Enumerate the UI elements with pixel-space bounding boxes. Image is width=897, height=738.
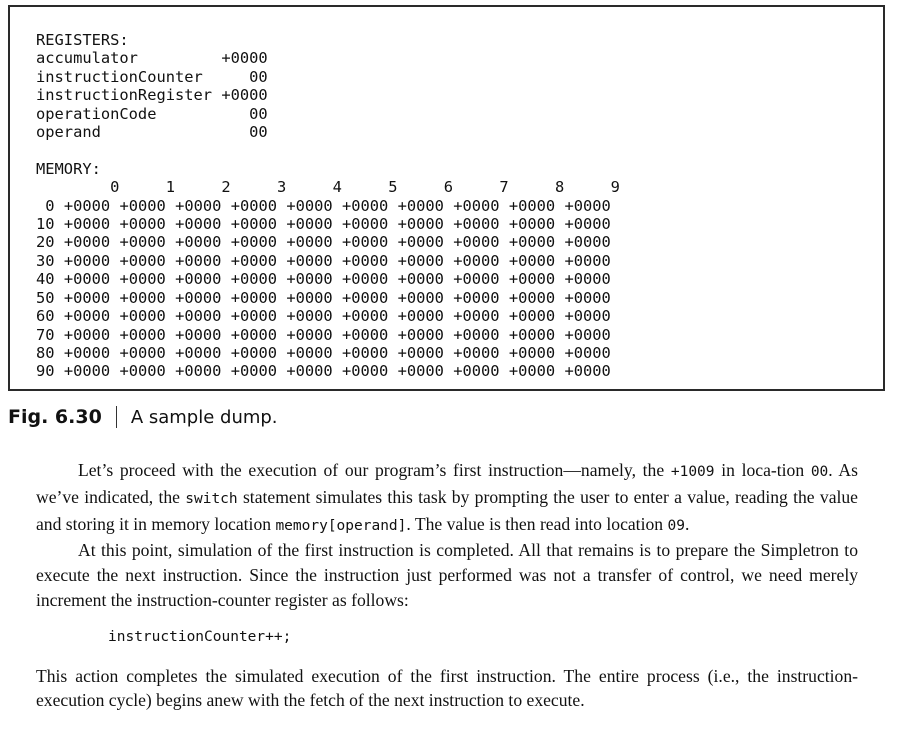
memory-cell: +0000 xyxy=(453,307,500,326)
memory-cell: +0000 xyxy=(119,196,166,215)
memory-cell: +0000 xyxy=(63,307,111,326)
memory-cell: +0000 xyxy=(397,233,444,252)
memory-cell: +0000 xyxy=(63,233,111,252)
memory-cell: +0000 xyxy=(453,362,500,381)
memory-row xyxy=(36,344,611,362)
memory-cell: +0000 xyxy=(286,288,333,307)
memory-column-label: 4 xyxy=(286,178,342,197)
memory-cell: +0000 xyxy=(175,343,222,362)
memory-cell: +0000 xyxy=(341,362,389,381)
register-value: 00 xyxy=(249,67,268,86)
register-name: operationCode xyxy=(36,104,157,123)
memory-cell: +0000 xyxy=(453,288,500,307)
memory-cell: +0000 xyxy=(230,307,278,326)
memory-cell: +0000 xyxy=(175,288,222,307)
caption-text: A sample dump. xyxy=(130,406,278,428)
memory-cell: +0000 xyxy=(119,215,166,234)
registers-heading: REGISTERS: xyxy=(36,31,129,49)
register-name: operand xyxy=(36,123,101,142)
memory-cell: +0000 xyxy=(564,251,611,270)
memory-cell: +0000 xyxy=(230,196,278,215)
paragraph-2: At this point, simulation of the first instruction is completed. All that remains is to prepare the Simpletron to execute the next instruction. Since the instruction just performed was not a transfer of control, we need merely increment the instruction-counter register as follows: xyxy=(36,540,858,610)
memory-cell: +0000 xyxy=(175,325,222,344)
memory-cell: +0000 xyxy=(286,215,333,234)
memory-cell: +0000 xyxy=(63,251,111,270)
register-row xyxy=(36,49,268,67)
memory-cell: +0000 xyxy=(119,251,166,270)
memory-cell: +0000 xyxy=(508,288,556,307)
register-name: accumulator xyxy=(36,49,138,68)
memory-cell: +0000 xyxy=(175,251,222,270)
paragraph-3: This action completes the simulated execution of the first instruction. The entire process (i.e., the instruction-execution cycle) begins anew with the fetch of the next instruction to execute. xyxy=(36,665,858,711)
memory-cell: +0000 xyxy=(508,196,556,215)
memory-column-label: 1 xyxy=(119,178,176,197)
memory-cell: +0000 xyxy=(63,270,111,289)
memory-cell: +0000 xyxy=(564,325,611,344)
memory-cell: +0000 xyxy=(508,251,556,270)
memory-cell: +0000 xyxy=(175,307,222,326)
figure-number: Fig. 6.30 xyxy=(8,406,102,428)
memory-cell: +0000 xyxy=(119,270,166,289)
register-value: +0000 xyxy=(221,86,268,105)
memory-row-label: 10 xyxy=(36,215,55,234)
memory-row xyxy=(36,362,611,380)
memory-row-label: 60 xyxy=(36,307,55,326)
memory-cell: +0000 xyxy=(63,215,111,234)
memory-cell: +0000 xyxy=(341,325,389,344)
memory-cell: +0000 xyxy=(453,251,500,270)
memory-cell: +0000 xyxy=(341,215,389,234)
memory-cell: +0000 xyxy=(119,343,166,362)
register-row xyxy=(36,105,268,123)
memory-cell: +0000 xyxy=(63,343,111,362)
memory-cell: +0000 xyxy=(397,196,444,215)
memory-cell: +0000 xyxy=(286,343,333,362)
memory-dump-text xyxy=(36,31,620,381)
inline-code: memory[operand] xyxy=(275,517,407,534)
memory-cell: +0000 xyxy=(230,215,278,234)
memory-cell: +0000 xyxy=(508,307,556,326)
memory-cell: +0000 xyxy=(341,270,389,289)
memory-cell: +0000 xyxy=(453,196,500,215)
register-row xyxy=(36,123,268,141)
memory-column-label: 0 xyxy=(63,178,120,197)
register-value: 00 xyxy=(249,123,268,142)
register-row xyxy=(36,86,268,104)
memory-column-label: 3 xyxy=(230,178,287,197)
inline-code: 09 xyxy=(667,517,685,534)
register-row xyxy=(36,68,268,86)
memory-cell: +0000 xyxy=(508,233,556,252)
memory-row-label: 70 xyxy=(36,325,55,344)
register-name: instructionRegister xyxy=(36,86,213,105)
memory-row xyxy=(36,326,611,344)
memory-cell: +0000 xyxy=(508,325,556,344)
memory-cell: +0000 xyxy=(286,196,333,215)
memory-column-label: 5 xyxy=(341,178,398,197)
memory-row-label: 90 xyxy=(36,362,55,381)
memory-cell: +0000 xyxy=(119,288,166,307)
caption-separator xyxy=(116,406,117,428)
memory-cell: +0000 xyxy=(230,325,278,344)
inline-code: switch xyxy=(185,490,238,507)
memory-cell: +0000 xyxy=(397,325,444,344)
memory-row xyxy=(36,270,611,288)
memory-cell: +0000 xyxy=(119,307,166,326)
code-statement: instructionCounter++; xyxy=(108,628,292,645)
memory-cell: +0000 xyxy=(397,343,444,362)
memory-cell: +0000 xyxy=(508,270,556,289)
memory-column-label: 2 xyxy=(175,178,231,197)
memory-cell: +0000 xyxy=(230,343,278,362)
memory-cell: +0000 xyxy=(564,233,611,252)
memory-cell: +0000 xyxy=(230,251,278,270)
memory-cell: +0000 xyxy=(397,362,444,381)
memory-cell: +0000 xyxy=(508,215,556,234)
memory-column-label: 9 xyxy=(564,178,620,197)
memory-cell: +0000 xyxy=(175,233,222,252)
memory-cell: +0000 xyxy=(63,362,111,381)
memory-row xyxy=(36,307,611,325)
memory-cell: +0000 xyxy=(286,233,333,252)
memory-cell: +0000 xyxy=(286,251,333,270)
memory-cell: +0000 xyxy=(341,288,389,307)
memory-cell: +0000 xyxy=(508,343,556,362)
memory-cell: +0000 xyxy=(564,288,611,307)
memory-cell: +0000 xyxy=(397,251,444,270)
memory-row-label: 80 xyxy=(36,343,55,362)
memory-cell: +0000 xyxy=(230,288,278,307)
memory-cell: +0000 xyxy=(230,270,278,289)
memory-cell: +0000 xyxy=(341,196,389,215)
memory-table xyxy=(36,197,611,381)
memory-row xyxy=(36,233,611,251)
register-name: instructionCounter xyxy=(36,67,203,86)
body-text xyxy=(36,458,858,713)
memory-row-label: 30 xyxy=(36,251,55,270)
memory-cell: +0000 xyxy=(397,215,444,234)
memory-cell: +0000 xyxy=(63,196,111,215)
memory-cell: +0000 xyxy=(564,270,611,289)
memory-column-label: 7 xyxy=(453,178,509,197)
memory-cell: +0000 xyxy=(119,233,166,252)
memory-cell: +0000 xyxy=(63,288,111,307)
inline-code: +1009 xyxy=(670,464,715,480)
memory-row-label: 20 xyxy=(36,233,55,252)
memory-column-header xyxy=(36,178,620,196)
memory-cell: +0000 xyxy=(230,362,278,381)
memory-cell: +0000 xyxy=(341,251,389,270)
memory-cell: +0000 xyxy=(230,233,278,252)
memory-cell: +0000 xyxy=(286,325,333,344)
memory-cell: +0000 xyxy=(175,270,222,289)
memory-cell: +0000 xyxy=(175,196,222,215)
memory-cell: +0000 xyxy=(397,307,444,326)
inline-code: 00 xyxy=(810,464,829,480)
memory-cell: +0000 xyxy=(286,362,333,381)
figure-caption xyxy=(8,402,278,432)
memory-cell: +0000 xyxy=(341,307,389,326)
memory-cell: +0000 xyxy=(119,325,166,344)
memory-row xyxy=(36,289,611,307)
memory-cell: +0000 xyxy=(341,343,389,362)
registers-block xyxy=(36,49,268,141)
memory-column-label: 8 xyxy=(508,178,565,197)
memory-row-label: 40 xyxy=(36,270,55,289)
memory-cell: +0000 xyxy=(453,343,500,362)
memory-row-label: 0 xyxy=(36,196,55,215)
memory-cell: +0000 xyxy=(453,215,500,234)
memory-cell: +0000 xyxy=(564,343,611,362)
memory-cell: +0000 xyxy=(175,362,222,381)
memory-cell: +0000 xyxy=(63,325,111,344)
memory-cell: +0000 xyxy=(453,270,500,289)
memory-row-label: 50 xyxy=(36,288,55,307)
memory-cell: +0000 xyxy=(397,288,444,307)
memory-cell: +0000 xyxy=(564,196,611,215)
memory-row xyxy=(36,252,611,270)
paragraph-1: Let’s proceed with the execution of our program’s first instruction—namely, the +1009 in loca-tion 00. As we’ve indicated, the switch statement simulates this task by prompting the user to enter a value, reading the value and storing it in memory location memory[operand]. The value is then read into location 09. xyxy=(36,460,858,534)
memory-cell: +0000 xyxy=(564,307,611,326)
memory-cell: +0000 xyxy=(175,215,222,234)
memory-cell: +0000 xyxy=(397,270,444,289)
memory-cell: +0000 xyxy=(508,362,556,381)
memory-row xyxy=(36,197,611,215)
memory-row xyxy=(36,215,611,233)
memory-cell: +0000 xyxy=(119,362,166,381)
memory-column-label: 6 xyxy=(397,178,454,197)
memory-dump-panel xyxy=(8,5,885,391)
register-value: 00 xyxy=(249,104,268,123)
memory-cell: +0000 xyxy=(286,270,333,289)
memory-cell: +0000 xyxy=(453,233,500,252)
memory-cell: +0000 xyxy=(564,362,611,381)
memory-cell: +0000 xyxy=(341,233,389,252)
memory-cell: +0000 xyxy=(564,215,611,234)
memory-cell: +0000 xyxy=(286,307,333,326)
register-value: +0000 xyxy=(221,49,268,68)
memory-cell: +0000 xyxy=(453,325,500,344)
memory-heading: MEMORY: xyxy=(36,159,101,178)
